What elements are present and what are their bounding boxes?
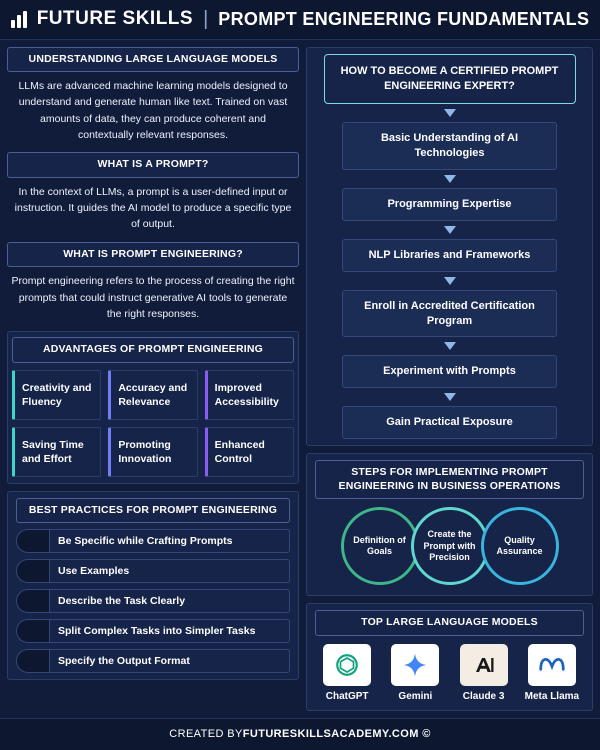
section-heading: ADVANTAGES OF PROMPT ENGINEERING [12,337,294,363]
bullet-icon [16,559,50,583]
advantage-card [205,370,294,420]
llm-item [317,644,377,702]
llm-item [454,644,514,702]
advantage-card [108,427,197,477]
header-separator: | [203,7,209,30]
flow-step: Enroll in Accredited Certification Program [342,290,557,338]
flow-step: Experiment with Prompts [342,355,557,388]
llm-label: Gemini [398,690,433,702]
right-column [306,47,593,711]
list-item [16,589,290,613]
page-footer [0,718,600,750]
section-top-llms [306,603,593,711]
advantage-card [12,370,101,420]
section-heading: STEPS FOR IMPLEMENTING PROMPT ENGINEERING IN BUSINESS OPERATIONS [315,460,584,499]
arrow-down-icon [444,175,456,183]
list-item [16,649,290,673]
openai-icon [323,644,371,686]
advantage-card [108,370,197,420]
bar-chart-icon [11,11,27,28]
advantage-label: Accuracy and Relevance [118,381,188,408]
step-circle [341,507,419,585]
list-item-label: Describe the Task Clearly [50,589,290,613]
advantage-label: Improved Accessibility [214,381,279,408]
section-certification-flow [306,47,593,447]
arrow-down-icon [444,226,456,234]
llm-label: Claude 3 [462,690,505,702]
arrow-down-icon [444,109,456,117]
llm-item [385,644,445,702]
steps-circles [315,507,584,589]
advantages-grid [12,370,294,477]
advantage-label: Enhanced Control [214,438,265,465]
section-body: Prompt engineering refers to the process of creating the right prompts that could instruct generative AI tools to generate the right responses. [11,275,295,320]
page-header [0,0,600,40]
list-item-label: Use Examples [50,559,290,583]
llm-grid [315,644,584,704]
section-body: LLMs are advanced machine learning models designed to understand and generate human like text. Trained on vast amounts of data, they can produce coherent and contextually relevant responses. [18,80,288,141]
step-label: Create the Prompt with Precision [423,528,476,563]
gemini-sparkle-icon [391,644,439,686]
best-practices-list [16,529,290,673]
bullet-icon [16,529,50,553]
left-column [7,47,299,711]
section-heading: UNDERSTANDING LARGE LANGUAGE MODELS [7,47,299,73]
list-item [16,559,290,583]
section-heading: WHAT IS PROMPT ENGINEERING? [7,242,299,268]
step-label: Quality Assurance [496,534,543,557]
bullet-icon [16,619,50,643]
section-heading: TOP LARGE LANGUAGE MODELS [315,610,584,636]
advantage-label: Creativity and Fluency [22,381,92,408]
advantage-card [205,427,294,477]
content-body [0,40,600,711]
llm-item [522,644,582,702]
footer-prefix: CREATED BY [169,728,243,741]
section-heading: HOW TO BECOME A CERTIFIED PROMPT ENGINEERING EXPERT? [324,54,576,105]
list-item [16,619,290,643]
footer-site: FUTURESKILLSACADEMY.COM © [242,728,431,741]
step-circle [481,507,559,585]
llm-label: ChatGPT [325,690,369,702]
list-item-label: Specify the Output Format [50,649,290,673]
advantage-label: Promoting Innovation [118,438,172,465]
step-circle [411,507,489,585]
meta-infinity-icon [528,644,576,686]
page-title: PROMPT ENGINEERING FUNDAMENTALS [218,8,590,29]
arrow-down-icon [444,277,456,285]
flow-step: NLP Libraries and Frameworks [342,239,557,272]
arrow-down-icon [444,342,456,350]
flow-step: Programming Expertise [342,188,557,221]
section-heading: BEST PRACTICES FOR PROMPT ENGINEERING [16,498,290,524]
section-heading: WHAT IS A PROMPT? [7,152,299,178]
section-implementation-steps [306,453,593,596]
bullet-icon [16,589,50,613]
advantage-card [12,427,101,477]
section-body: In the context of LLMs, a prompt is a user-defined input or instruction. It guides the AI model to produce a specific type of output. [14,185,292,231]
step-label: Definition of Goals [353,534,406,557]
section-llm-understanding [7,47,299,146]
list-item-label: Split Complex Tasks into Simpler Tasks [50,619,290,643]
anthropic-icon [460,644,508,686]
brand-name: FUTURE SKILLS [36,8,194,30]
list-item-label: Be Specific while Crafting Prompts [50,529,290,553]
list-item [16,529,290,553]
llm-label: Meta Llama [524,690,580,702]
arrow-down-icon [444,393,456,401]
flow-step: Basic Understanding of AI Technologies [342,122,557,170]
section-advantages [7,331,299,484]
section-what-is-a-prompt [7,152,299,234]
bullet-icon [16,649,50,673]
advantage-label: Saving Time and Effort [22,438,84,465]
section-best-practices [7,491,299,681]
flow-step: Gain Practical Exposure [342,406,557,439]
section-what-is-prompt-engineering [7,242,299,324]
